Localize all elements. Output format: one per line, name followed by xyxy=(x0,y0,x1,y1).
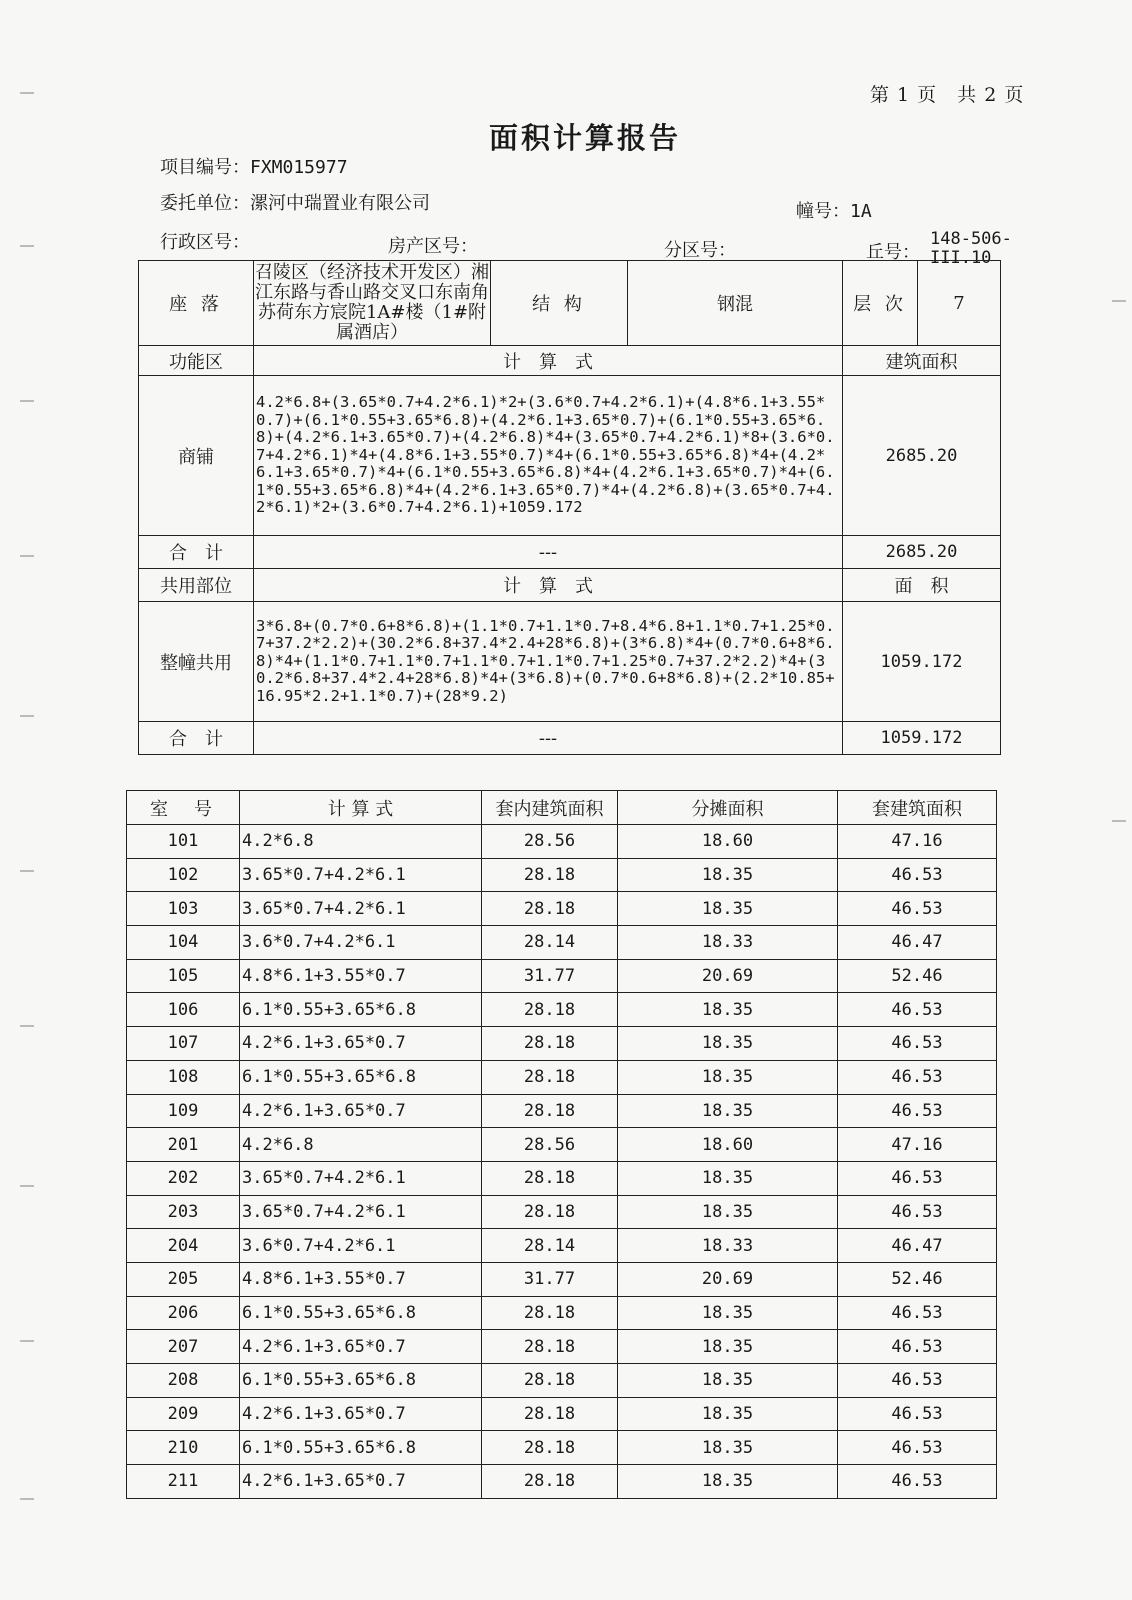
page-number: 第 1 页 共 2 页 xyxy=(870,84,1025,106)
table-row xyxy=(127,892,997,926)
shop-label: 商铺 xyxy=(139,376,254,536)
room-formula-cell: 6.1*0.55+3.65*6.8 xyxy=(240,1431,482,1465)
shared-formula-label: 计 算 式 xyxy=(254,569,843,602)
total-area-cell: 46.53 xyxy=(838,1195,997,1229)
room-formula-cell: 4.2*6.1+3.65*0.7 xyxy=(240,1094,482,1128)
room-number-cell: 211 xyxy=(127,1465,240,1499)
project-number-label: 项目编号： xyxy=(160,157,250,178)
shared-area-cell: 18.35 xyxy=(618,1296,838,1330)
shared-area-cell: 18.35 xyxy=(618,1027,838,1061)
shared-area: 1059.172 xyxy=(843,602,1001,722)
room-number-cell: 207 xyxy=(127,1330,240,1364)
room-formula-cell: 4.2*6.1+3.65*0.7 xyxy=(240,1330,482,1364)
inner-area-cell: 28.18 xyxy=(482,1296,618,1330)
total-area-header: 套建筑面积 xyxy=(838,791,997,825)
room-formula-cell: 6.1*0.55+3.65*6.8 xyxy=(240,1364,482,1398)
shared-area-cell: 18.35 xyxy=(618,1161,838,1195)
shared-area-cell: 18.35 xyxy=(618,892,838,926)
total-area-cell: 52.46 xyxy=(838,1262,997,1296)
scan-mark xyxy=(20,400,34,402)
total-area-cell: 46.47 xyxy=(838,1229,997,1263)
room-number-cell: 210 xyxy=(127,1431,240,1465)
inner-area-cell: 28.18 xyxy=(482,1465,618,1499)
total-area-cell: 52.46 xyxy=(838,959,997,993)
inner-area-cell: 28.18 xyxy=(482,1094,618,1128)
shared-area-cell: 18.35 xyxy=(618,1060,838,1094)
inner-area-cell: 28.18 xyxy=(482,1027,618,1061)
inner-area-cell: 28.18 xyxy=(482,858,618,892)
inner-area-cell: 31.77 xyxy=(482,1262,618,1296)
inner-area-cell: 28.56 xyxy=(482,1128,618,1162)
total-area-cell: 46.53 xyxy=(838,1094,997,1128)
room-number-cell: 106 xyxy=(127,993,240,1027)
total-area-cell: 47.16 xyxy=(838,825,997,859)
shared-area-cell: 18.33 xyxy=(618,1229,838,1263)
shared-area-cell: 18.35 xyxy=(618,1330,838,1364)
inner-area-header: 套内建筑面积 xyxy=(482,791,618,825)
table-row xyxy=(127,1094,997,1128)
total-area-cell: 46.53 xyxy=(838,1397,997,1431)
scan-mark xyxy=(20,1185,34,1187)
table-row xyxy=(127,959,997,993)
shared-area-cell: 20.69 xyxy=(618,1262,838,1296)
client xyxy=(160,189,430,215)
room-number-cell: 102 xyxy=(127,858,240,892)
floors-label: 层 次 xyxy=(843,261,918,346)
scan-mark xyxy=(1112,300,1126,302)
inner-area-cell: 28.18 xyxy=(482,1397,618,1431)
building-area-label: 建筑面积 xyxy=(843,346,1001,376)
room-number-cell: 104 xyxy=(127,926,240,960)
shared-area-cell: 18.35 xyxy=(618,993,838,1027)
table-row xyxy=(127,1431,997,1465)
table-row xyxy=(127,926,997,960)
inner-area-cell: 28.18 xyxy=(482,1431,618,1465)
room-number-cell: 208 xyxy=(127,1364,240,1398)
table-row xyxy=(127,1465,997,1499)
building-value: 1A xyxy=(850,201,872,222)
shop-area: 2685.20 xyxy=(843,376,1001,536)
room-number-cell: 107 xyxy=(127,1027,240,1061)
table-row xyxy=(127,1397,997,1431)
district-label: 行政区号： xyxy=(160,232,250,253)
table-row xyxy=(127,858,997,892)
shared-area-cell: 18.35 xyxy=(618,1431,838,1465)
functional-area-label: 功能区 xyxy=(139,346,254,376)
table-row xyxy=(127,1128,997,1162)
room-formula-cell: 3.6*0.7+4.2*6.1 xyxy=(240,926,482,960)
floors-value: 7 xyxy=(918,261,1001,346)
total-area-cell: 46.53 xyxy=(838,1330,997,1364)
structure-label: 结 构 xyxy=(491,261,628,346)
scan-mark xyxy=(20,555,34,557)
report-title: 面积计算报告 xyxy=(488,121,681,155)
room-formula-cell: 6.1*0.55+3.65*6.8 xyxy=(240,1296,482,1330)
room-formula-cell: 4.2*6.8 xyxy=(240,1128,482,1162)
room-number-cell: 202 xyxy=(127,1161,240,1195)
total-area-cell: 46.53 xyxy=(838,1027,997,1061)
shared-area-cell: 18.35 xyxy=(618,1094,838,1128)
table-row xyxy=(127,1229,997,1263)
structure-value: 钢混 xyxy=(628,261,843,346)
table-row xyxy=(127,1195,997,1229)
location-label: 座 落 xyxy=(139,261,254,346)
shared-area-cell: 20.69 xyxy=(618,959,838,993)
inner-area-cell: 28.56 xyxy=(482,825,618,859)
room-number-cell: 204 xyxy=(127,1229,240,1263)
shared-formula: 3*6.8+(0.7*0.6+8*6.8)+(1.1*0.7+1.1*0.7+8.4*6.8+1.1*0.7+1.25*0.7+37.2*2.2)+(30.2*6.8+37.4*2.4+28*6.8)+(3*6.8)*4+(0.7*0.6+8*6.8)*4+(1.1*0.7+1.1*0.7+1.1*0.7+1.1*0.7+1.25*0.7+37.2*2.2)*4+(30.2*6.8+37.4*2.4+28*6.8)*4+(3*6.8)+(0.7*0.6+8*6.8)+(2.2*10.85+16.95*2.2+1.1*0.7)+(28*9.2) xyxy=(254,602,843,722)
shared-area-cell: 18.35 xyxy=(618,1397,838,1431)
total-area-cell: 46.53 xyxy=(838,993,997,1027)
room-formula-cell: 3.65*0.7+4.2*6.1 xyxy=(240,1195,482,1229)
scan-mark xyxy=(20,1025,34,1027)
scan-mark xyxy=(20,92,34,94)
total-area-cell: 46.53 xyxy=(838,1364,997,1398)
total-area-cell: 46.53 xyxy=(838,1431,997,1465)
total-area-cell: 46.47 xyxy=(838,926,997,960)
room-number-cell: 205 xyxy=(127,1262,240,1296)
room-formula-cell: 3.65*0.7+4.2*6.1 xyxy=(240,892,482,926)
room-formula-cell: 6.1*0.55+3.65*6.8 xyxy=(240,1060,482,1094)
room-number-cell: 103 xyxy=(127,892,240,926)
table-row xyxy=(127,1330,997,1364)
table-row xyxy=(127,1161,997,1195)
room-number-cell: 203 xyxy=(127,1195,240,1229)
functional-total-label: 合 计 xyxy=(139,536,254,569)
inner-area-cell: 28.18 xyxy=(482,1161,618,1195)
room-number-cell: 209 xyxy=(127,1397,240,1431)
room-formula-cell: 4.8*6.1+3.55*0.7 xyxy=(240,959,482,993)
client-label: 委托单位： xyxy=(160,193,250,214)
shared-area-header: 分摊面积 xyxy=(618,791,838,825)
total-area-cell: 47.16 xyxy=(838,1128,997,1162)
rooms-table xyxy=(126,790,997,1499)
scan-mark xyxy=(1112,820,1126,822)
hill-label: 丘号： xyxy=(866,242,920,263)
shared-area-cell: 18.60 xyxy=(618,825,838,859)
scan-mark xyxy=(20,715,34,717)
summary-table xyxy=(138,260,1001,755)
shared-area-cell: 18.60 xyxy=(618,1128,838,1162)
table-row xyxy=(127,993,997,1027)
inner-area-cell: 28.18 xyxy=(482,1364,618,1398)
room-formula-cell: 6.1*0.55+3.65*6.8 xyxy=(240,993,482,1027)
shared-whole-label: 整幢共用 xyxy=(139,602,254,722)
room-formula-header: 计 算 式 xyxy=(240,791,482,825)
table-row xyxy=(127,1296,997,1330)
room-formula-cell: 4.2*6.8 xyxy=(240,825,482,859)
inner-area-cell: 31.77 xyxy=(482,959,618,993)
table-row xyxy=(127,1262,997,1296)
room-formula-cell: 4.8*6.1+3.55*0.7 xyxy=(240,1262,482,1296)
project-number xyxy=(160,153,348,179)
shared-area-label: 面 积 xyxy=(843,569,1001,602)
table-row xyxy=(127,1060,997,1094)
shared-area-cell: 18.35 xyxy=(618,1465,838,1499)
shared-total-value: 1059.172 xyxy=(843,722,1001,755)
room-formula-cell: 3.65*0.7+4.2*6.1 xyxy=(240,1161,482,1195)
total-area-cell: 46.53 xyxy=(838,1161,997,1195)
building-number xyxy=(796,197,872,223)
total-area-cell: 46.53 xyxy=(838,858,997,892)
shared-area-cell: 18.35 xyxy=(618,858,838,892)
shared-total-dash: --- xyxy=(254,722,843,755)
functional-total-value: 2685.20 xyxy=(843,536,1001,569)
inner-area-cell: 28.18 xyxy=(482,1195,618,1229)
functional-total-dash: --- xyxy=(254,536,843,569)
room-number-cell: 201 xyxy=(127,1128,240,1162)
location-value: 召陵区（经济技术开发区）湘江东路与香山路交叉口东南角苏荷东方宸院1A#楼（1#附属酒店） xyxy=(254,261,491,346)
table-row xyxy=(127,825,997,859)
scan-mark xyxy=(20,1340,34,1342)
house-district-label: 房产区号： xyxy=(388,236,478,257)
shared-area-cell: 18.35 xyxy=(618,1364,838,1398)
client-value: 漯河中瑞置业有限公司 xyxy=(250,193,430,214)
shared-part-label: 共用部位 xyxy=(139,569,254,602)
total-area-cell: 46.53 xyxy=(838,1465,997,1499)
room-number-header: 室 号 xyxy=(127,791,240,825)
scan-mark xyxy=(20,870,34,872)
shop-formula: 4.2*6.8+(3.65*0.7+4.2*6.1)*2+(3.6*0.7+4.2*6.1)+(4.8*6.1+3.55*0.7)+(6.1*0.55+3.65*6.8)+(4.2*6.1+3.65*0.7)+(6.1*0.55+3.65*6.8)+(4.2*6.1+3.65*0.7)+(4.2*6.8)*4+(3.65*0.7+4.2*6.1)*8+(3.6*0.7+4.2*6.1)*4+(4.8*6.1+3.55*0.7)*4+(6.1*0.55+3.65*6.8)*4+(4.2*6.1+3.65*0.7)*4+(6.1*0.55+3.65*6.8)*4+(4.2*6.1+3.65*0.7)*4+(6.1*0.55+3.65*6.8)*4+(4.2*6.1+3.65*0.7)*4+(4.2*6.8)+(3.65*0.7+4.2*6.1)*2+(3.6*0.7+4.2*6.1)+1059.172 xyxy=(254,376,843,536)
total-area-cell: 46.53 xyxy=(838,892,997,926)
room-formula-cell: 3.65*0.7+4.2*6.1 xyxy=(240,858,482,892)
room-number-cell: 206 xyxy=(127,1296,240,1330)
functional-formula-label: 计 算 式 xyxy=(254,346,843,376)
scan-mark xyxy=(20,245,34,247)
room-formula-cell: 4.2*6.1+3.65*0.7 xyxy=(240,1027,482,1061)
shared-area-cell: 18.33 xyxy=(618,926,838,960)
shared-total-label: 合 计 xyxy=(139,722,254,755)
inner-area-cell: 28.18 xyxy=(482,1060,618,1094)
project-number-value: FXM015977 xyxy=(250,157,348,178)
hill-number-line1: 148-506- xyxy=(930,229,1012,249)
room-number-cell: 108 xyxy=(127,1060,240,1094)
room-number-cell: 101 xyxy=(127,825,240,859)
shared-area-cell: 18.35 xyxy=(618,1195,838,1229)
inner-area-cell: 28.18 xyxy=(482,892,618,926)
table-row xyxy=(127,1027,997,1061)
hill-number-line2: III.10 xyxy=(930,248,992,268)
inner-area-cell: 28.14 xyxy=(482,1229,618,1263)
total-area-cell: 46.53 xyxy=(838,1296,997,1330)
inner-area-cell: 28.18 xyxy=(482,993,618,1027)
inner-area-cell: 28.14 xyxy=(482,926,618,960)
inner-area-cell: 28.18 xyxy=(482,1330,618,1364)
total-area-cell: 46.53 xyxy=(838,1060,997,1094)
table-row xyxy=(127,1364,997,1398)
room-formula-cell: 4.2*6.1+3.65*0.7 xyxy=(240,1397,482,1431)
subdistrict-label: 分区号： xyxy=(664,240,736,261)
scan-mark xyxy=(20,1498,34,1500)
room-number-cell: 109 xyxy=(127,1094,240,1128)
room-number-cell: 105 xyxy=(127,959,240,993)
room-formula-cell: 4.2*6.1+3.65*0.7 xyxy=(240,1465,482,1499)
building-label: 幢号： xyxy=(796,201,850,222)
room-formula-cell: 3.6*0.7+4.2*6.1 xyxy=(240,1229,482,1263)
